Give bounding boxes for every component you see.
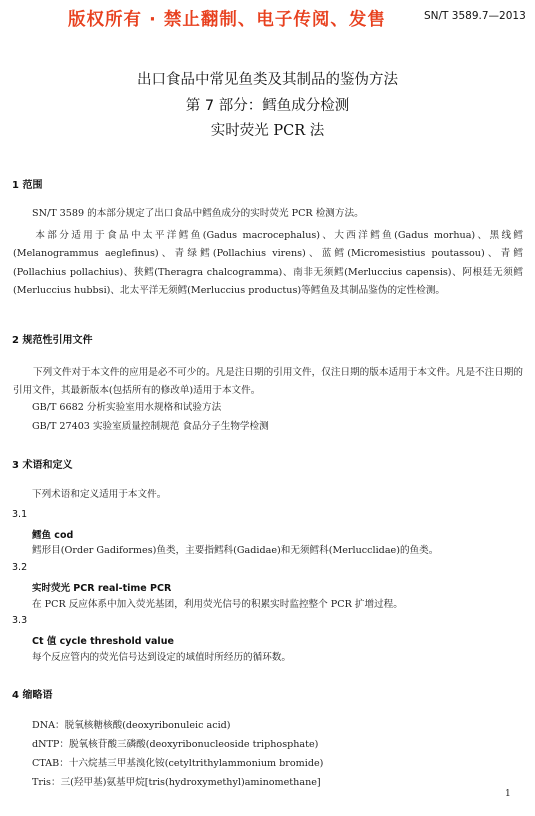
term-real-time-pcr: 实时荧光 PCR real-time PCR xyxy=(32,583,172,594)
copyright-watermark: 版权所有 · 禁止翻制、电子传阅、发售 xyxy=(68,10,386,30)
abbreviation-dna: DNA：脱氧核糖核酸(deoxyribonuleic acid) xyxy=(32,720,231,731)
term-number-3-1: 3.1 xyxy=(12,509,28,520)
standard-number: SN/T 3589.7—2013 xyxy=(424,10,526,22)
page-number: 1 xyxy=(505,789,511,799)
scope-paragraph-1: SN/T 3589 的本部分规定了出口食品中鳕鱼成分的实时荧光 PCR 检测方法。 xyxy=(32,208,364,219)
reference-gbt-27403: GB/T 27403 实验室质量控制规范 食品分子生物学检测 xyxy=(32,421,269,432)
term-cod-definition: 鳕形目(Order Gadiformes)鱼类，主要指鳕科(Gadidae)和无须鳕科(Merlucclidae)的鱼类。 xyxy=(32,545,439,556)
section-heading-abbreviations: 4 缩略语 xyxy=(12,690,53,701)
abbreviation-tris: Tris：三(羟甲基)氨基甲烷[tris(hydroxymethyl)aminomethane] xyxy=(32,777,321,788)
document-title: 出口食品中常见鱼类及其制品的鉴伪方法 xyxy=(137,72,398,88)
section-heading-scope: 1 范围 xyxy=(12,180,43,191)
scope-paragraph-2-text: 本部分适用于食品中太平洋鳕鱼(Gadus macrocephalus)、大西洋鳕鱼(Gadus morhua)、黑线鳕(Melanogrammus aeglefinus)、青绿鳕(Pollachius virens)、蓝鳕(Micromesistius poutassou)、青鳕(Pollachius pollachius)、狭鳕(Theragra chalcogramma)、南非无须鳕(Merluccius capensis)、阿根廷无须鳕(Merluccius hubbsi)、北太平洋无须鳕(Merluccius productus)等鳕鱼及其制品鉴伪的定性检测。 xyxy=(13,230,523,297)
document-subtitle-method: 实时荧光 PCR 法 xyxy=(210,123,325,139)
reference-gbt-6682: GB/T 6682 分析实验室用水规格和试验方法 xyxy=(32,402,222,413)
section-heading-normative-refs: 2 规范性引用文件 xyxy=(12,335,93,346)
terms-intro: 下列术语和定义适用于本文件。 xyxy=(32,489,167,500)
abbreviation-dntp: dNTP：脱氧核苷酸三磷酸(deoxyribonucleoside triphosphate) xyxy=(32,739,319,750)
term-cod: 鳕鱼 cod xyxy=(32,530,74,541)
term-number-3-2: 3.2 xyxy=(12,562,28,573)
document-subtitle-part: 第 7 部分：鳕鱼成分检测 xyxy=(185,98,350,114)
normative-refs-paragraph xyxy=(13,364,523,401)
abbreviation-ctab: CTAB：十六烷基三甲基溴化铵(cetyltrithylammonium bromide) xyxy=(32,758,324,769)
term-real-time-pcr-definition: 在 PCR 反应体系中加入荧光基团，利用荧光信号的积累实时监控整个 PCR 扩增过程。 xyxy=(32,599,403,610)
term-ct-value-definition: 每个反应管内的荧光信号达到设定的域值时所经历的循环数。 xyxy=(32,652,292,663)
term-number-3-3: 3.3 xyxy=(12,615,28,626)
scope-paragraph-2 xyxy=(13,227,523,301)
term-ct-value: Ct 值 cycle threshold value xyxy=(32,636,174,647)
section-heading-terms: 3 术语和定义 xyxy=(12,460,73,471)
normative-refs-paragraph-text: 下列文件对于本文件的应用是必不可少的。凡是注日期的引用文件，仅注日期的版本适用于本文件。凡是不注日期的引用文件，其最新版本(包括所有的修改单)适用于本文件。 xyxy=(13,367,523,397)
